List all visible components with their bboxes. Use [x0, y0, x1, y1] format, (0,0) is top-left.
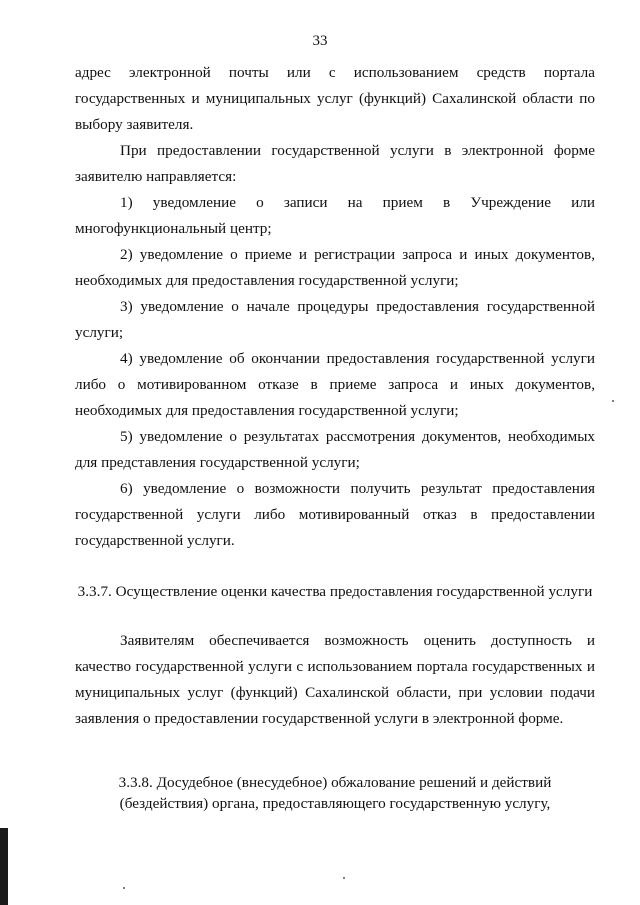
- document-body: [75, 60, 595, 814]
- section-heading-3-3-8: 3.3.8. Досудебное (внесудебное) обжалование решений и действий (бездействия) органа, предоставляющего государственную услугу,: [118, 774, 552, 812]
- section-body-3-3-7: Заявителям обеспечивается возможность оценить доступность и качество государственной услуги с использованием портала государственных и муниципальных услуг (функций) Сахалинской области, при условии подачи заявления о предоставлении государственной услуги в электронной форме.: [75, 632, 595, 727]
- list-item-4: 4) уведомление об окончании предоставления государственной услуги либо о мотивированном отказе в приеме запроса и иных документов, необходимых для предоставления государственной услуги;: [75, 350, 595, 419]
- list-item-5: 5) уведомление о результатах рассмотрения документов, необходимых для представления государственной услуги;: [75, 428, 595, 471]
- list-item-6: 6) уведомление о возможности получить результат предоставления государственной услуги либо мотивированный отказ в предоставлении государственной услуги.: [75, 480, 595, 549]
- page-number: 33: [312, 33, 328, 49]
- paragraph-continuation: адрес электронной почты или с использованием средств портала государственных и муниципальных услуг (функций) Сахалинской области по выбору заявителя.: [75, 64, 595, 133]
- scan-speck: [123, 887, 125, 889]
- list-item-3: 3) уведомление о начале процедуры предоставления государственной услуги;: [75, 298, 595, 341]
- list-item-2: 2) уведомление о приеме и регистрации запроса и иных документов, необходимых для предоставления государственной услуги;: [75, 246, 595, 289]
- scan-speck: [612, 400, 614, 402]
- scan-speck: [343, 877, 345, 879]
- scan-edge-shadow: [0, 828, 8, 905]
- section-heading-3-3-7: 3.3.7. Осуществление оценки качества предоставления государственной услуги: [77, 583, 593, 600]
- paragraph-intro-notifications: При предоставлении государственной услуги в электронной форме заявителю направляется:: [75, 142, 595, 185]
- list-item-1: 1) уведомление о записи на прием в Учреждение или многофункциональный центр;: [75, 194, 595, 237]
